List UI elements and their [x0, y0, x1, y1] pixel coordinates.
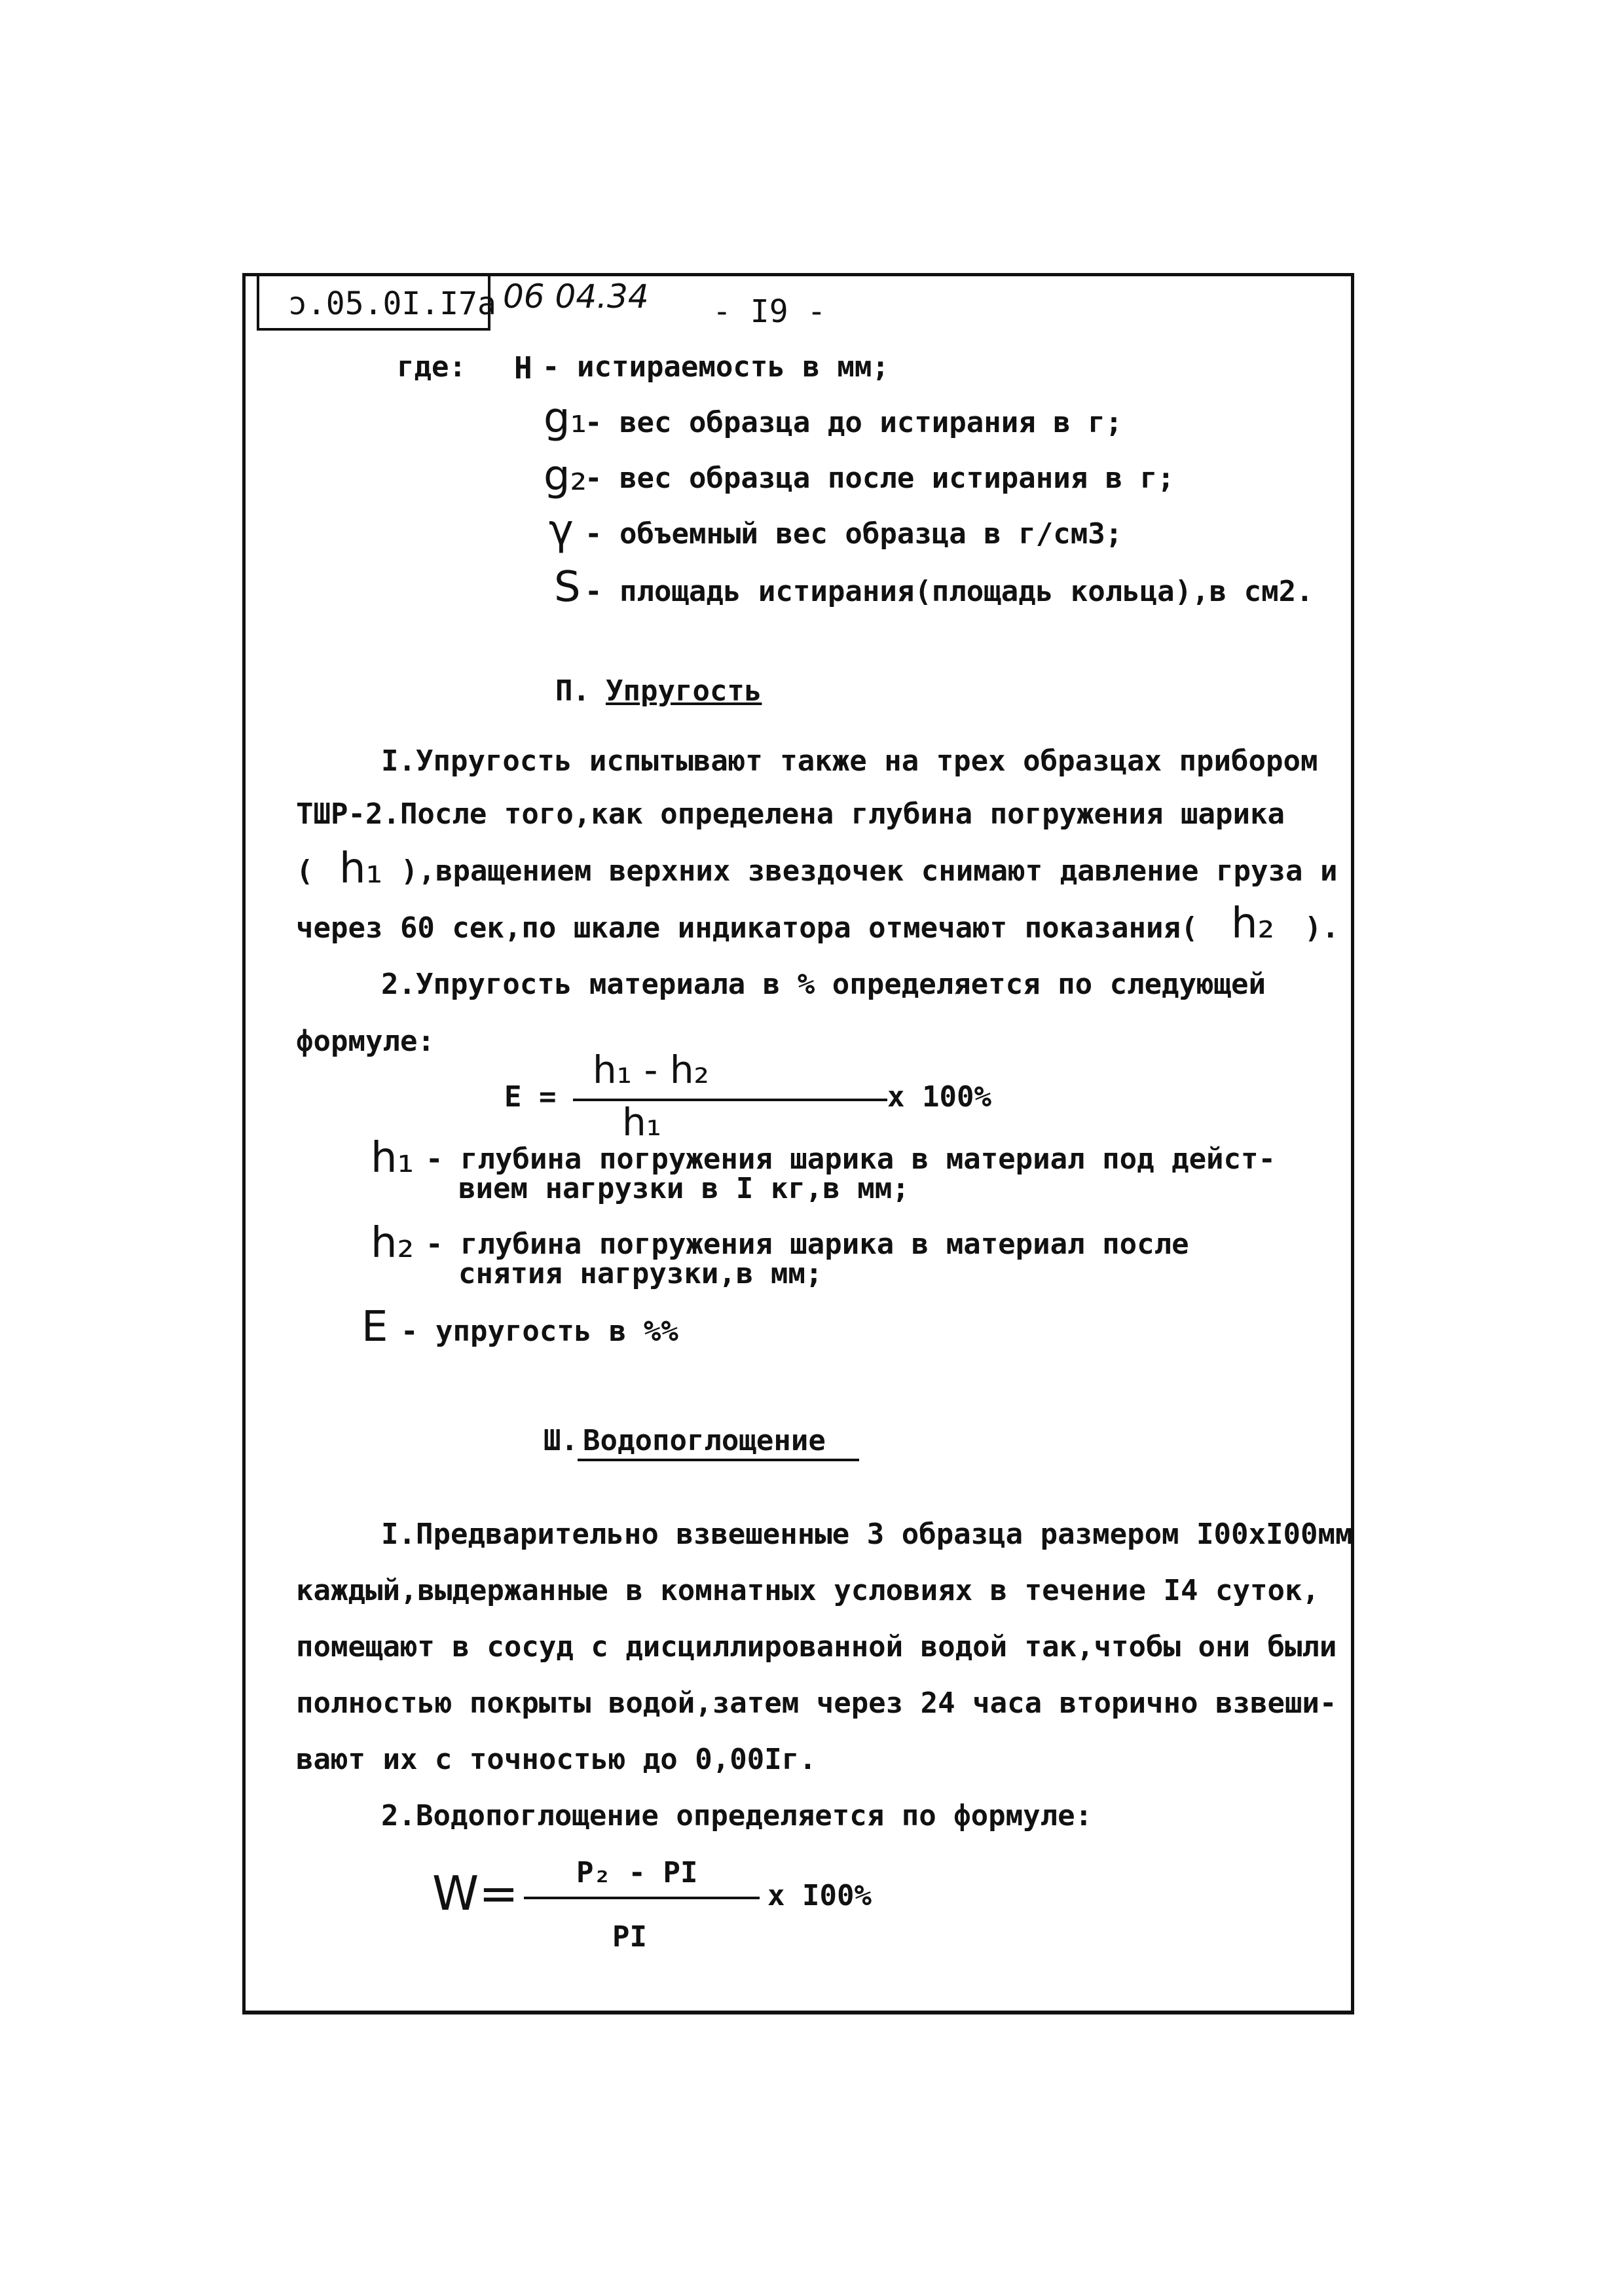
section2-p1-line1: I.Упругость испытывают также на трех образцах прибором	[381, 744, 1318, 778]
section3-p1-line2: каждый,выдержанные в комнатных условиях в течение I4 суток,	[296, 1574, 1320, 1607]
formula-e-lhs: E =	[504, 1080, 557, 1114]
handwritten-number: 06 04.34	[503, 278, 649, 316]
def-h2-line2: снятия нагрузки,в мм;	[458, 1257, 823, 1290]
def-E-line1: - упругость в %%	[401, 1315, 678, 1348]
where-symbol-g2: g₂	[544, 452, 587, 500]
section2-p1-line4: через 60 сек,по шкале индикатора отмечают показания(	[296, 911, 1198, 945]
formula-w-lhs: W=	[432, 1866, 519, 1921]
section3-number: Ш.	[544, 1424, 578, 1457]
formula-w-factor: x I00%	[767, 1879, 872, 1912]
section2-p1-line4-close: ).	[1304, 911, 1339, 945]
formula-e-fraction-bar	[573, 1099, 887, 1101]
section3-p1-line4: полностью покрыты водой,затем через 24 часа вторично взвеши-	[296, 1686, 1337, 1720]
section3-heading-underline	[578, 1459, 859, 1461]
def-h2-line1: - глубина погружения шарика в материал после	[426, 1228, 1189, 1261]
def-h1-line2: вием нагрузки в I кг,в мм;	[458, 1172, 910, 1205]
where-symbol-g1: g₁	[544, 394, 587, 443]
where-symbol-H: H	[514, 350, 532, 386]
where-text-S: - площадь истирания(площадь кольца),в см2.	[585, 575, 1314, 608]
section2-p1-line2: ТШР-2.После того,как определена глубина погружения шарика	[296, 797, 1285, 831]
where-symbol-gamma: γ	[549, 506, 574, 555]
section2-number: П.	[555, 674, 590, 708]
section3-heading: Водопоглощение	[583, 1424, 826, 1457]
section3-p1-line1: I.Предварительно взвешенные 3 образца размером I00xI00мм	[381, 1518, 1353, 1551]
symbol-h2-inline: h₂	[1231, 900, 1275, 948]
where-text-g2: - вес образца после истирания в г;	[585, 462, 1175, 495]
def-symbol-h1: h₁	[371, 1134, 415, 1182]
section3-p1-line3: помещают в сосуд с дисциллированной водой так,чтобы они были	[296, 1630, 1337, 1664]
page-number: - I9 -	[712, 293, 826, 330]
section2-p1-line3-open: (	[296, 854, 314, 888]
section2-p1-line3: ),вращением верхних звездочек снимают давление груза и	[401, 854, 1338, 888]
document-code: ɔ.05.0I.I7a	[288, 285, 496, 322]
def-symbol-E: E	[361, 1303, 388, 1351]
symbol-h1-inline: h₁	[339, 845, 383, 893]
formula-e-denominator: h₁	[622, 1100, 662, 1144]
section3-p2: 2.Водопоглощение определяется по формуле:	[381, 1799, 1093, 1832]
where-text-gamma: - объемный вес образца в г/см3;	[585, 517, 1123, 551]
section2-heading: Упругость	[606, 674, 762, 708]
section2-p2-line1: 2.Упругость материала в % определяется по следующей	[381, 968, 1266, 1001]
section2-p2-line2: формуле:	[296, 1025, 435, 1058]
section3-p1-line5: вают их с точностью до 0,00Iг.	[296, 1743, 817, 1776]
where-text-H: - истираемость в мм;	[542, 350, 889, 384]
formula-e-numerator: h₁ - h₂	[593, 1048, 709, 1092]
where-label: где:	[397, 350, 466, 384]
def-h1-line1: - глубина погружения шарика в материал под дейст-	[426, 1142, 1276, 1176]
formula-e-factor: x 100%	[887, 1080, 991, 1114]
formula-w-denominator: PI	[612, 1920, 647, 1954]
where-text-g1: - вес образца до истирания в г;	[585, 406, 1123, 439]
formula-w-fraction-bar	[524, 1897, 760, 1899]
where-symbol-S: S	[554, 563, 581, 611]
def-symbol-h2: h₂	[371, 1219, 415, 1267]
formula-w-numerator: P₂ - PI	[576, 1856, 698, 1889]
